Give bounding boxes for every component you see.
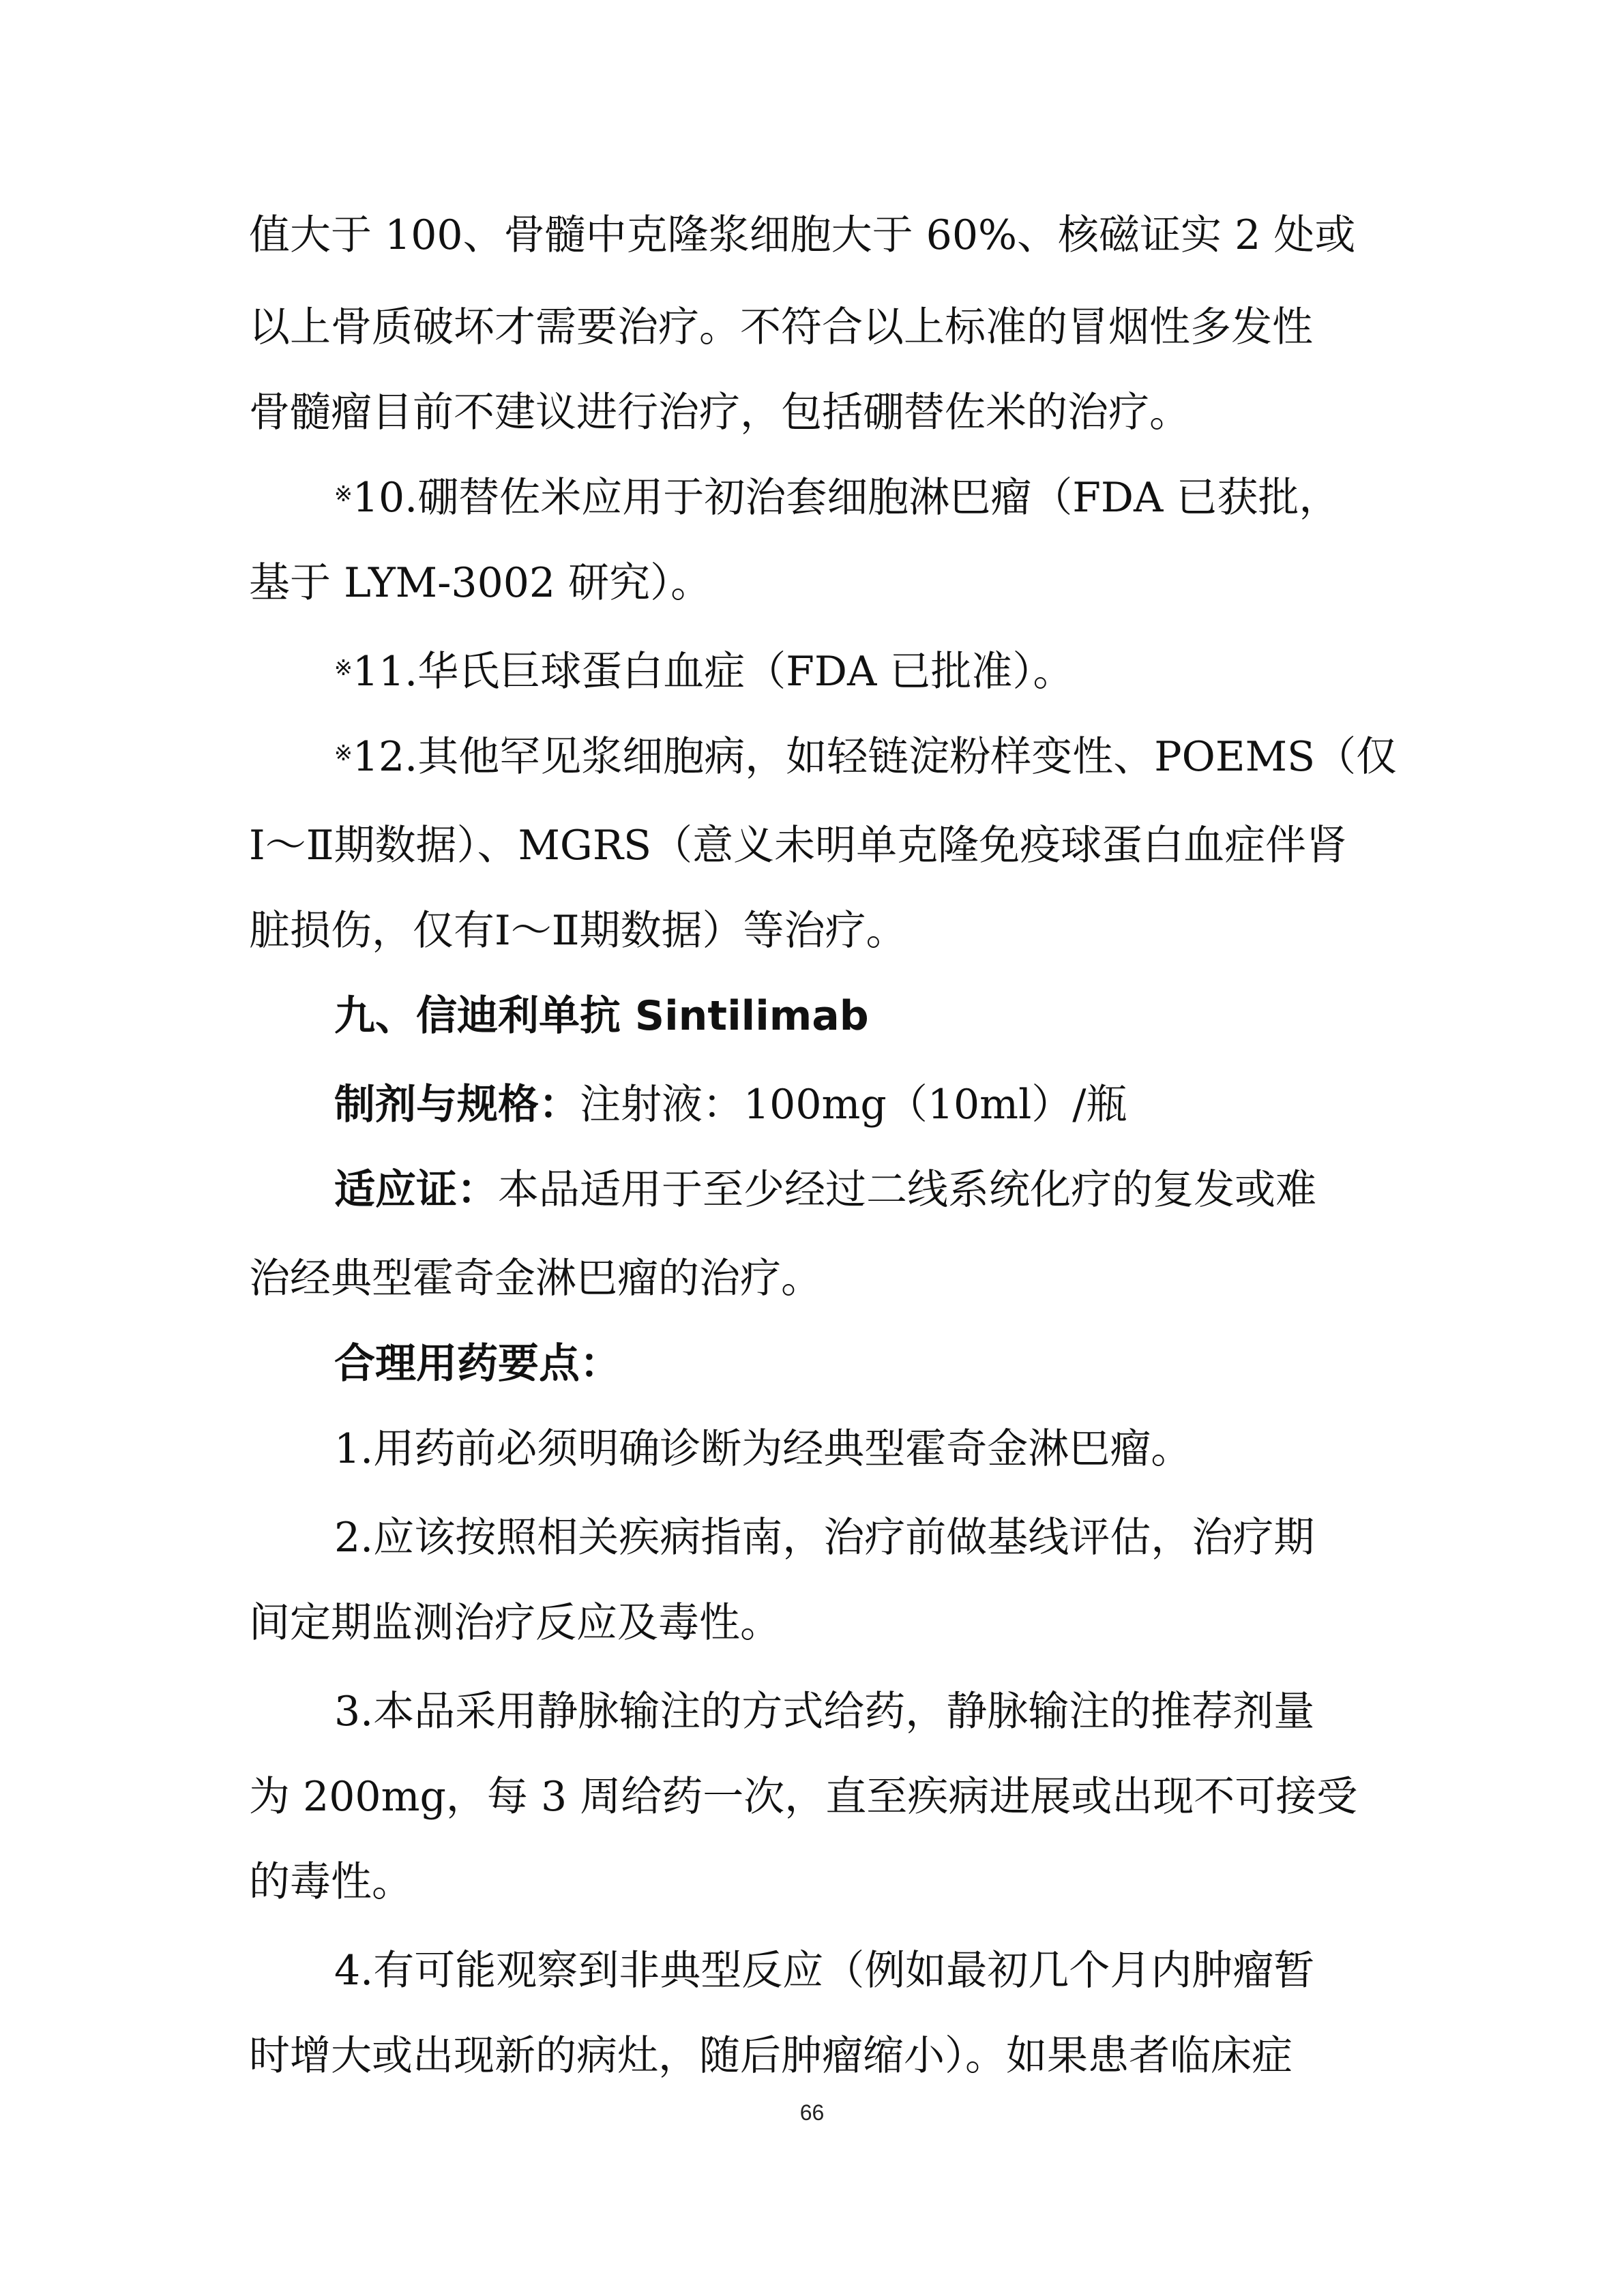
point-line: 1.用药前必须明确诊断为经典型霍奇金淋巴瘤。 <box>334 1425 1192 1473</box>
spec-line <box>334 1077 1127 1132</box>
point-line: 3.本品采用静脉输注的方式给药，静脉输注的推荐剂量 <box>334 1688 1315 1735</box>
spec-label: 制剂与规格： <box>334 1081 580 1129</box>
text-line: 以上骨质破坏才需要治疗。不符合以上标准的冒烟性多发性 <box>249 303 1313 351</box>
note-mark: ※ <box>334 740 353 766</box>
text-line: Ⅰ～Ⅱ期数据）、MGRS（意义未明单克隆免疫球蛋白血症伴肾 <box>249 822 1348 869</box>
point-line: 的毒性。 <box>249 1858 413 1906</box>
text-line: ※11.华氏巨球蛋白血症（FDA 已批准）。 <box>334 648 1074 696</box>
text-line: 基于 LYM-3002 研究）。 <box>249 559 712 607</box>
point-line: 4.有可能观察到非典型反应（例如最初几个月内肿瘤暂 <box>334 1947 1315 1995</box>
point-line: 2.应该按照相关疾病指南，治疗前做基线评估，治疗期 <box>334 1514 1315 1562</box>
point-line: 时增大或出现新的病灶，随后肿瘤缩小）。如果患者临床症 <box>249 2032 1293 2080</box>
note-mark: ※ <box>334 655 353 681</box>
spec-value: 注射液：100mg（10ml）/瓶 <box>580 1081 1127 1129</box>
text-line: 治经典型霍奇金淋巴瘤的治疗。 <box>249 1255 822 1302</box>
text-line: 脏损伤，仅有Ⅰ～Ⅱ期数据）等治疗。 <box>249 907 907 955</box>
page-number: 66 <box>799 2100 825 2125</box>
point-line: 为 200mg，每 3 周给药一次，直至疾病进展或出现不可接受 <box>249 1773 1358 1821</box>
section-heading: 九、信迪利单抗 Sintilimab <box>334 992 869 1040</box>
point-line: 间定期监测治疗反应及毒性。 <box>249 1599 781 1647</box>
indication-label: 适应证： <box>334 1166 498 1214</box>
text-line: 骨髓瘤目前不建议进行治疗，包括硼替佐米的治疗。 <box>249 389 1190 436</box>
indication-line: 适应证：本品适用于至少经过二线系统化疗的复发或难 <box>334 1166 1316 1214</box>
text-line: 值大于 100、骨髓中克隆浆细胞大于 60%、核磁证实 2 处或 <box>249 211 1356 259</box>
key-points-heading: 合理用药要点： <box>334 1340 621 1388</box>
note-mark: ※ <box>334 481 353 507</box>
text-line: ※10.硼替佐米应用于初治套细胞淋巴瘤（FDA 已获批， <box>334 474 1340 522</box>
text-line: ※12.其他罕见浆细胞病，如轻链淀粉样变性、POEMS（仅 <box>334 733 1398 781</box>
